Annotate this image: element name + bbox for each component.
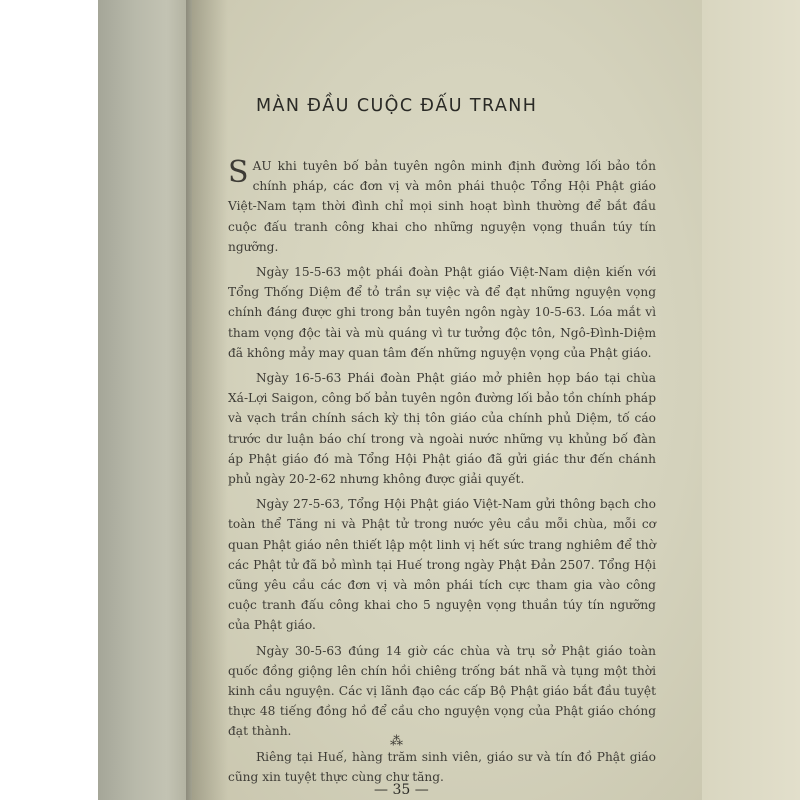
paragraph-1 [228, 156, 656, 257]
page-number: — 35 — [374, 782, 429, 798]
paragraph-6: Riêng tại Huế, hàng trăm sinh viên, giáo sư và tín đồ Phật giáo cũng xin tuyệt thực cùng chư tăng. [228, 749, 656, 784]
section-ornament: ⁂ [390, 734, 404, 749]
table-background [702, 0, 800, 800]
drop-cap: S [228, 155, 249, 190]
body-text [228, 156, 656, 792]
chapter-heading: MÀN ĐẦU CUỘC ĐẤU TRANH [256, 96, 538, 116]
left-page [98, 0, 190, 800]
paragraph-1-text: AU khi tuyên bố bản tuyên ngôn minh định đường lối bảo tồn chính pháp, các đơn vị và môn phái thuộc Tổng Hội Phật giáo Việt-Nam tạm thời đình chỉ mọi sinh hoạt bình thường để bắt đầu cuộc đấu tranh công khai cho những nguyện vọng thuần túy tín ngưỡng. [228, 159, 656, 254]
paragraph-3: Ngày 16-5-63 Phái đoàn Phật giáo mở phiên họp báo tại chùa Xá-Lợi Saigon, công bố bản tuyên ngôn đường lối bảo tồn chính pháp và vạch trần chính sách kỳ thị tôn giáo của chính phủ Diệm, tố cáo trước dư luận báo chí trong và ngoài nước những vụ khủng bố đàn áp Phật giáo đó mà Tổng Hội Phật giáo đã gửi giác thư đến chánh phủ ngày 20-2-62 nhưng không được giải quyết. [228, 371, 656, 487]
paragraph-4: Ngày 27-5-63, Tổng Hội Phật giáo Việt-Nam gửi thông bạch cho toàn thể Tăng ni và Phật tử trong nước yêu cầu mỗi chùa, mỗi cơ quan Phật giáo nên thiết lập một linh vị hết sức trang nghiêm để thờ các Phật tử đã bỏ mình tại Huế trong ngày Phật Đản 2507. Tổng Hội cũng yêu cầu các đơn vị và môn phái tích cực tham gia vào công cuộc tranh đấu công khai cho 5 nguyện vọng thuần túy tín ngưỡng của Phật giáo. [228, 497, 656, 633]
gutter-shadow [192, 0, 228, 800]
paragraph-2: Ngày 15-5-63 một phái đoàn Phật giáo Việt-Nam diện kiến với Tổng Thống Diệm để tỏ trần sự việc và để đạt những nguyện vọng chính đáng được ghi trong bản tuyên ngôn ngày 10-5-63. Lóa mắt vì tham vọng độc tài và mù quáng vì tư tưởng độc tôn, Ngô-Đình-Diệm đã không mảy may quan tâm đến những nguyện vọng của Phật giáo. [228, 265, 656, 360]
paragraph-5: Ngày 30-5-63 đúng 14 giờ các chùa và trụ sở Phật giáo toàn quốc đồng giộng lên chín hồi chiêng trống bát nhã và tụng một thời kinh cầu nguyện. Các vị lãnh đạo các cấp Bộ Phật giáo bắt đầu tuyệt thực 48 tiếng đồng hồ để cầu cho nguyện vọng của Phật giáo chóng đạt thành. [228, 643, 656, 739]
